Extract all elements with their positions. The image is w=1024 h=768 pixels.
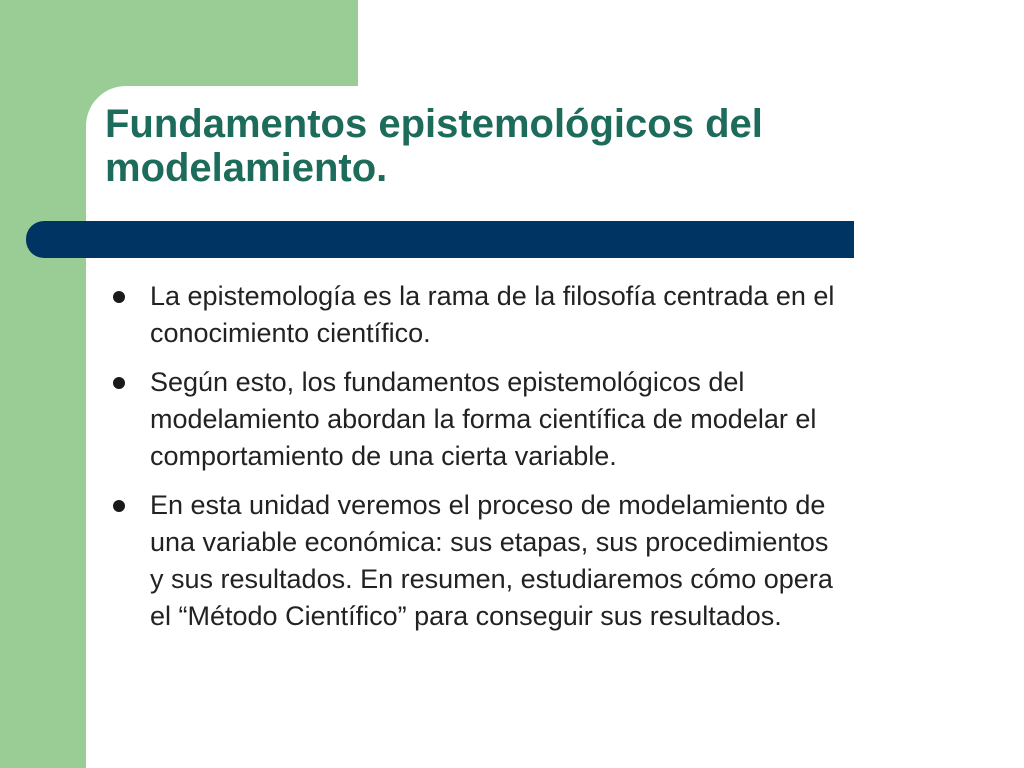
bullet-dot-icon [113, 500, 125, 512]
bullet-line: una variable económica: sus etapas, sus procedimientos [150, 527, 829, 557]
bullet-text [150, 364, 1024, 475]
bullet-line: y sus resultados. En resumen, estudiaremos cómo opera [150, 564, 833, 594]
bullet-item-2 [0, 364, 1024, 475]
bullet-text [150, 278, 1024, 352]
title-divider-bar [26, 221, 854, 258]
bullet-line: comportamiento de una cierta variable. [150, 441, 617, 471]
bullet-line: modelamiento abordan la forma científica de modelar el [150, 404, 817, 434]
title-line-2: modelamiento. [105, 146, 388, 190]
bullet-line: Según esto, los fundamentos epistemológicos del [150, 367, 745, 397]
bullet-dot-icon [113, 291, 125, 303]
bullet-list [0, 278, 1024, 647]
bullet-line: En esta unidad veremos el proceso de modelamiento de [150, 490, 826, 520]
bullet-line: el “Método Científico” para conseguir sus resultados. [150, 601, 782, 631]
bullet-text [150, 487, 1024, 635]
title-line-1: Fundamentos epistemológicos del [105, 102, 763, 146]
bullet-dot-icon [113, 377, 125, 389]
bullet-line: La epistemología es la rama de la filosofía centrada en el [150, 281, 835, 311]
bullet-item-1 [0, 278, 1024, 352]
bullet-line: conocimiento científico. [150, 318, 431, 348]
slide-title [105, 102, 985, 190]
bullet-item-3 [0, 487, 1024, 635]
